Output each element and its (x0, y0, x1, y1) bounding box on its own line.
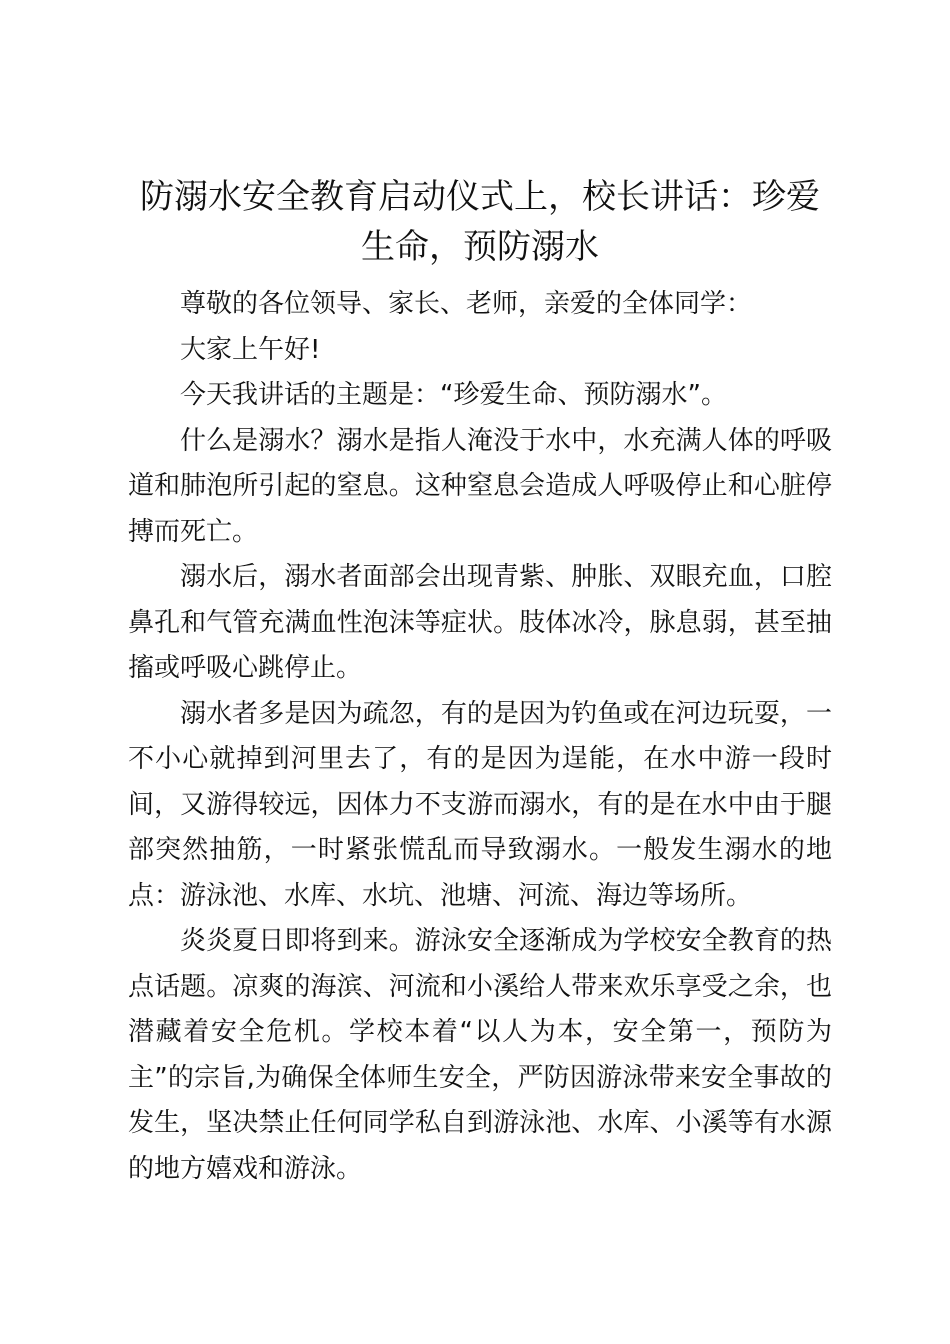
topic-paragraph: 今天我讲话的主题是：“珍爱生命、预防溺水”。 (180, 380, 727, 410)
document-body (128, 172, 832, 1192)
causes-paragraph: 溺水者多是因为疏忽，有的是因为钓鱼或在河边玩耍，一不小心就掉到河里去了，有的是因为逞能，在水中游一段时间，又游得较远，因体力不支游而溺水，有的是在水中由于腿部突然抽筋，一时紧张慌乱而导致溺水。一般发生溺水的地点：游泳池、水库、水坑、池塘、河流、海边等场所。 (128, 698, 832, 911)
salutation-paragraph: 尊敬的各位领导、家长、老师，亲爱的全体同学： (180, 289, 753, 319)
definition-paragraph: 什么是溺水？溺水是指人淹没于水中，水充满人体的呼吸道和肺泡所引起的窒息。这种窒息会造成人呼吸停止和心脏停搏而死亡。 (128, 425, 832, 547)
greeting-paragraph: 大家上午好! (180, 334, 321, 365)
summer-safety-paragraph: 炎炎夏日即将到来。游泳安全逐渐成为学校安全教育的热点话题。凉爽的海滨、河流和小溪给人带来欢乐享受之余，也潜藏着安全危机。学校本着“以人为本，安全第一，预防为主”的宗旨,为确保全体师生安全，严防因游泳带来安全事故的发生，坚决禁止任何同学私自到游泳池、水库、小溪等有水源的地方嬉戏和游泳。 (128, 926, 832, 1184)
document-title: 防溺水安全教育启动仪式上，校长讲话：珍爱生命，预防溺水 (140, 177, 820, 267)
symptoms-paragraph: 溺水后，溺水者面部会出现青紫、肿胀、双眼充血，口腔鼻孔和气管充满血性泡沫等症状。肢体冰冷，脉息弱，甚至抽搐或呼吸心跳停止。 (128, 562, 832, 683)
